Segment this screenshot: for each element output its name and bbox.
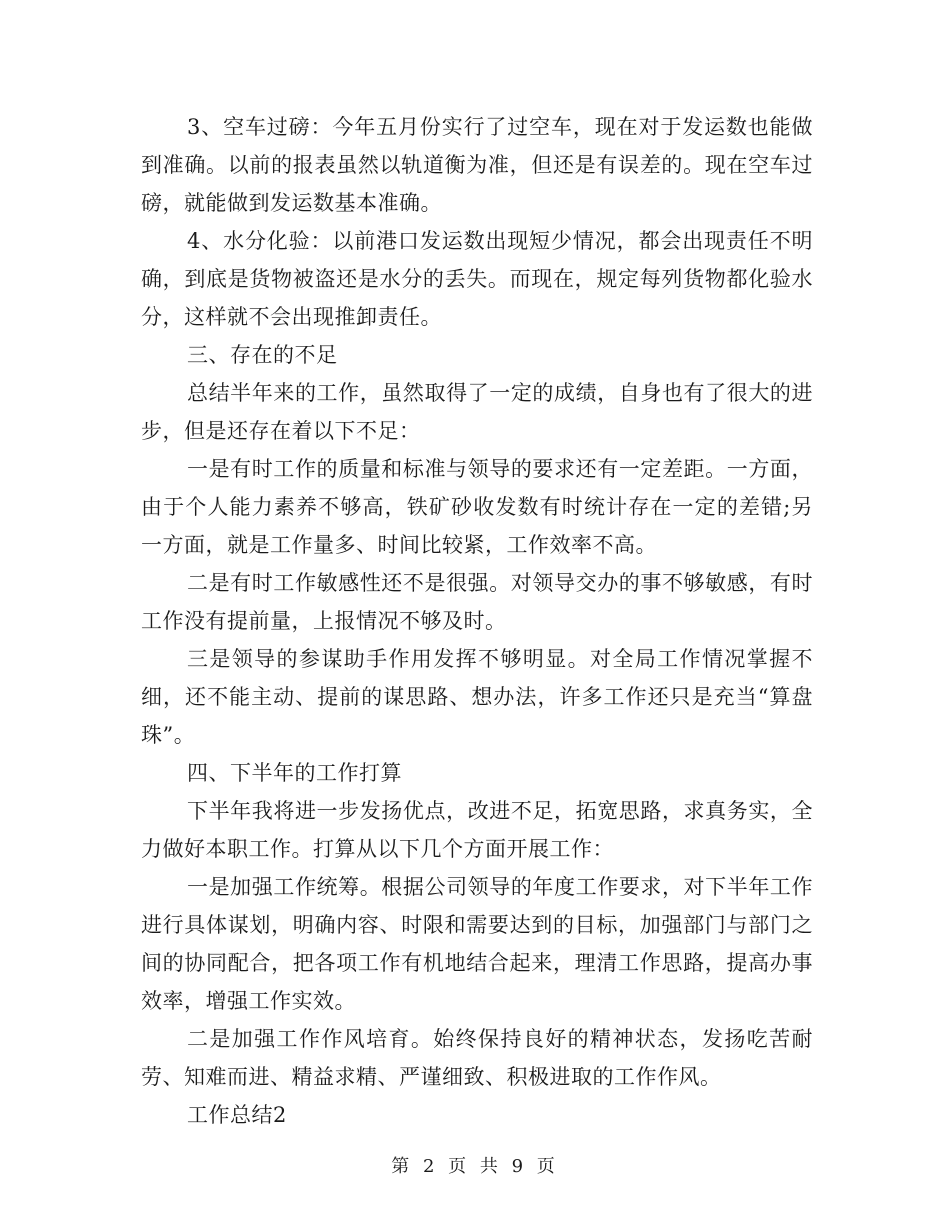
page-number-footer: 第 2 页 共 9 页 xyxy=(391,1156,559,1177)
paragraph-shortcoming-1: 一是有时工作的质量和标准与领导的要求还有一定差距。一方面，由于个人能力素养不够高，铁矿砂收发数有时统计存在一定的差错;另一方面，就是工作量多、时间比较紧，工作效率不高。 xyxy=(141,457,813,557)
paragraph-moisture-test: 4、水分化验：以前港口发运数出现短少情况，都会出现责任不明确，到底是货物被盗还是水分的丢失。而现在，规定每列货物都化验水分，这样就不会出现推卸责任。 xyxy=(141,229,813,329)
section-heading-shortcomings: 三、存在的不足 xyxy=(187,343,338,367)
paragraph-plan-2: 二是加强工作作风培育。始终保持良好的精神状态，发扬吃苦耐劳、知难而进、精益求精、严谨细致、积极进取的工作作风。 xyxy=(141,1027,813,1089)
paragraph-shortcoming-2: 二是有时工作敏感性还不是很强。对领导交办的事不够敏感，有时工作没有提前量，上报情况不够及时。 xyxy=(141,571,813,633)
document-body xyxy=(141,108,813,1134)
paragraph-empty-car-weighing: 3、空车过磅：今年五月份实行了过空车，现在对于发运数也能做到准确。以前的报表虽然以轨道衡为准，但还是有误差的。现在空车过磅，就能做到发运数基本准确。 xyxy=(141,115,813,215)
paragraph-plan-1: 一是加强工作统筹。根据公司领导的年度工作要求，对下半年工作进行具体谋划，明确内容、时限和需要达到的目标，加强部门与部门之间的协同配合，把各项工作有机地结合起来，理清工作思路，提高办事效率，增强工作实效。 xyxy=(141,875,813,1013)
paragraph-summary-intro: 总结半年来的工作，虽然取得了一定的成绩，自身也有了很大的进步，但是还存在着以下不足： xyxy=(141,381,813,443)
section-heading-summary-2: 工作总结2 xyxy=(187,1103,287,1127)
paragraph-plans-intro: 下半年我将进一步发扬优点，改进不足，拓宽思路，求真务实，全力做好本职工作。打算从以下几个方面开展工作： xyxy=(141,799,813,861)
section-heading-plans: 四、下半年的工作打算 xyxy=(187,761,402,785)
paragraph-shortcoming-3: 三是领导的参谋助手作用发挥不够明显。对全局工作情况掌握不细，还不能主动、提前的谋思路、想办法，许多工作还只是充当“算盘珠”。 xyxy=(141,647,813,747)
